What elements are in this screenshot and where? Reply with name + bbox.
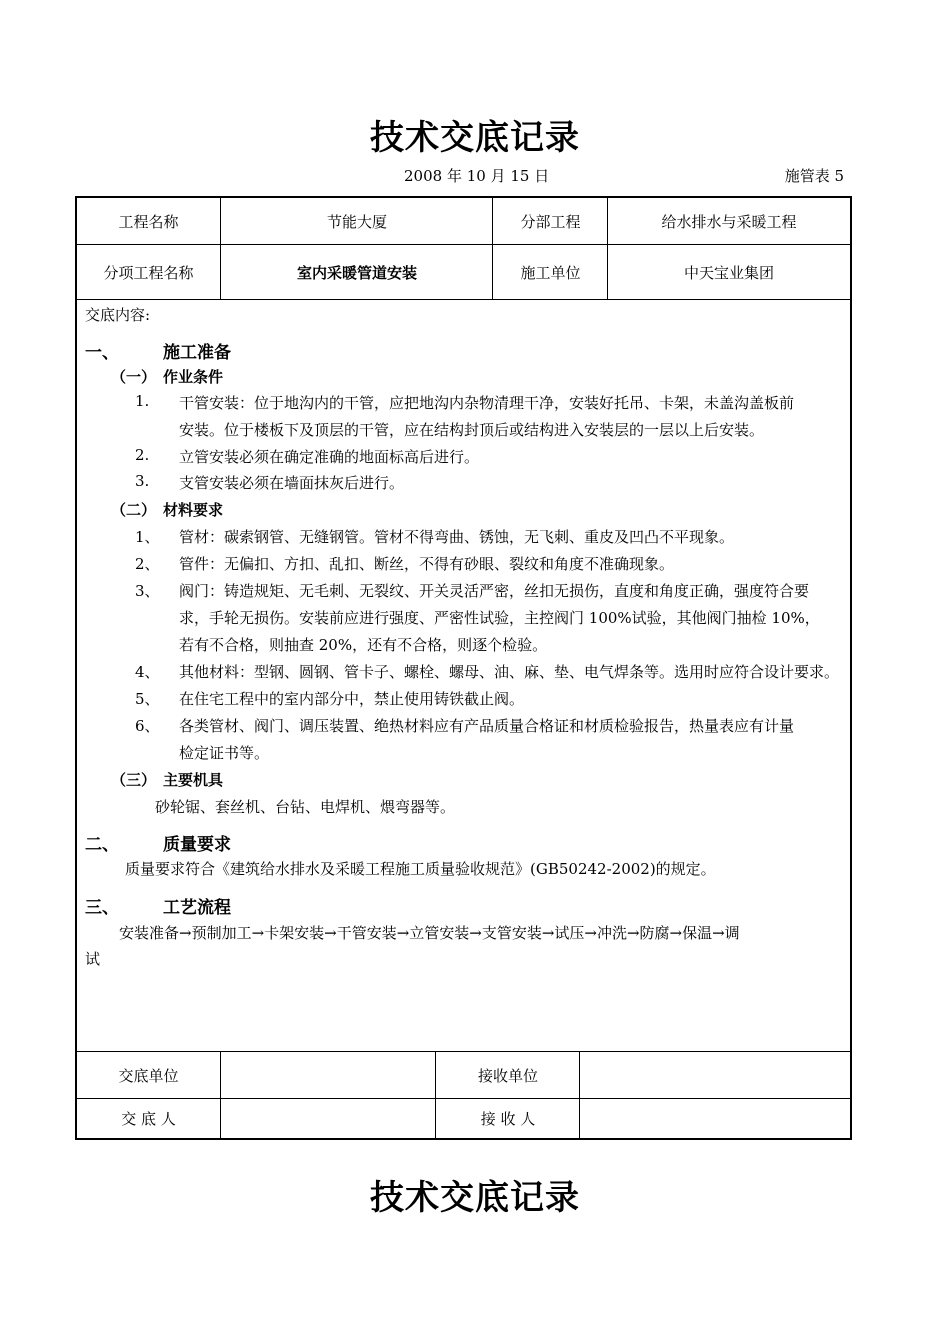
list-item-text: 安装。位于楼板下及顶层的干管，应在结构封顶后或结构进入安装层的一层以上后安装。 — [179, 421, 765, 439]
list-item-number: 2. — [135, 446, 150, 464]
subsection-1c-title: 主要机具 — [163, 771, 224, 789]
header-row-1 — [77, 198, 850, 245]
list-item-text: 检定证书等。 — [179, 744, 270, 762]
content-area — [77, 300, 850, 1050]
deliver-unit-field[interactable] — [220, 1052, 436, 1098]
list-item-text: 管件：无偏扣、方扣、乱扣、断丝，不得有砂眼、裂纹和角度不准确现象。 — [179, 555, 675, 573]
equipment-text: 砂轮锯、套丝机、台钻、电焊机、煨弯器等。 — [155, 798, 456, 816]
deliver-person-label: 交 底 人 — [121, 1109, 176, 1128]
list-item-number: 2、 — [135, 555, 160, 573]
division-label: 分部工程 — [492, 198, 608, 244]
document-title-repeat: 技术交底记录 — [370, 1178, 580, 1218]
division-value: 给水排水与采暖工程 — [607, 198, 850, 244]
contractor-value: 中天宝业集团 — [607, 245, 850, 299]
list-item-number: 1、 — [135, 528, 160, 546]
footer-row-1 — [77, 1051, 850, 1099]
subsection-1c-number: （三） — [111, 771, 157, 789]
list-item-text: 其他材料：型钢、圆钢、管卡子、螺栓、螺母、油、麻、垫、电气焊条等。选用时应符合设计要求。 — [179, 663, 840, 681]
list-item-text: 阀门：铸造规矩、无毛刺、无裂纹、开关灵活严密，丝扣无损伤，直度和角度正确，强度符合要 — [179, 582, 810, 600]
deliver-unit-label: 交底单位 — [118, 1066, 179, 1085]
process-flow-text-cont: 试 — [85, 950, 101, 968]
list-item-number: 3、 — [135, 582, 160, 600]
subsection-1a-title: 作业条件 — [163, 368, 224, 386]
process-flow-text: 安装准备→预制加工→卡架安装→干管安装→立管安装→支管安装→试压→冲洗→防腐→保温→调 — [119, 924, 740, 942]
header-row-2 — [77, 245, 850, 300]
contractor-label: 施工单位 — [492, 245, 608, 299]
subsection-1a-number: （一） — [111, 368, 157, 386]
record-date: 2008 年 10 月 15 日 — [404, 167, 550, 185]
deliver-person-field[interactable] — [220, 1098, 436, 1138]
list-item-number: 1. — [135, 392, 150, 410]
receive-unit-field[interactable] — [579, 1052, 850, 1098]
quality-text: 质量要求符合《建筑给水排水及采暖工程施工质量验收规范》(GB50242-2002)的规定。 — [125, 860, 716, 878]
list-item-number: 4、 — [135, 663, 160, 681]
receive-person-field[interactable] — [579, 1098, 850, 1138]
form-number: 施管表 5 — [784, 167, 844, 185]
section-2-title: 质量要求 — [163, 835, 231, 855]
list-item-text: 求，手轮无损伤。安装前应进行强度、严密性试验，主控阀门 100%试验，其他阀门抽检 10%， — [179, 609, 820, 627]
list-item-text: 干管安装：位于地沟内的干管，应把地沟内杂物清理干净，安装好托吊、卡架，未盖沟盖板前 — [179, 394, 795, 412]
list-item-text: 在住宅工程中的室内部分中，禁止使用铸铁截止阀。 — [179, 690, 525, 708]
list-item-text: 各类管材、阀门、调压装置、绝热材料应有产品质量合格证和材质检验报告，热量表应有计量 — [179, 717, 795, 735]
subitem-value: 室内采暖管道安装 — [220, 245, 493, 299]
list-item-number: 3. — [135, 472, 150, 490]
list-item-text: 支管安装必须在墙面抹灰后进行。 — [179, 474, 405, 492]
project-name-label: 工程名称 — [118, 212, 179, 231]
document-title: 技术交底记录 — [370, 118, 580, 158]
project-name-value: 节能大厦 — [220, 198, 493, 244]
section-3-title: 工艺流程 — [163, 898, 231, 918]
list-item-text: 管材：碳索钢管、无缝钢管。管材不得弯曲、锈蚀，无飞刺、重皮及凹凸不平现象。 — [179, 528, 735, 546]
content-intro: 交底内容: — [85, 306, 151, 324]
list-item-number: 5、 — [135, 690, 160, 708]
list-item-text: 立管安装必须在确定准确的地面标高后进行。 — [179, 448, 480, 466]
subitem-label: 分项工程名称 — [103, 263, 194, 282]
section-3-number: 三、 — [85, 898, 119, 918]
subsection-1b-number: （二） — [111, 501, 157, 519]
receive-unit-label: 接收单位 — [435, 1052, 580, 1098]
list-item-text: 若有不合格，则抽查 20%，还有不合格，则逐个检验。 — [179, 636, 548, 654]
section-1-title: 施工准备 — [163, 343, 231, 363]
section-2-number: 二、 — [85, 835, 119, 855]
subsection-1b-title: 材料要求 — [163, 501, 224, 519]
section-1-number: 一、 — [85, 343, 119, 363]
receive-person-label: 接 收 人 — [435, 1098, 580, 1138]
record-table — [75, 196, 852, 1140]
list-item-number: 6、 — [135, 717, 160, 735]
footer-row-2 — [77, 1098, 850, 1138]
